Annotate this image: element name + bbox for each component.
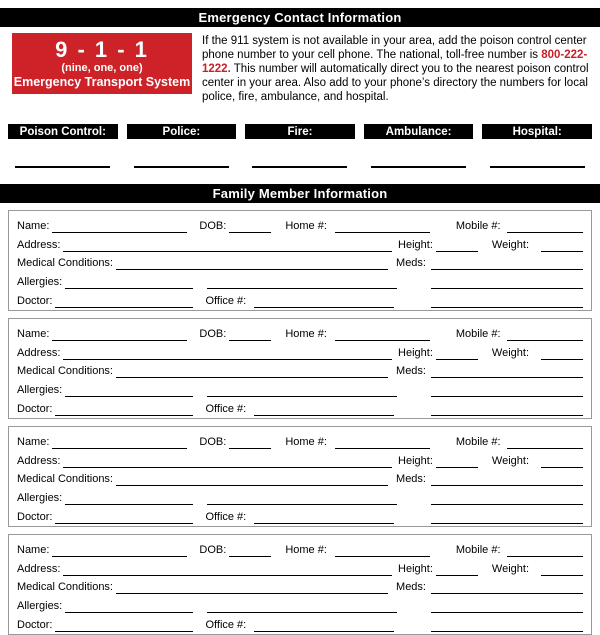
medical-conditions-blank-line [116, 473, 388, 486]
member-row-doctor [17, 615, 583, 632]
emergency-contact-blank-line [252, 166, 347, 168]
office-phone-label: Office #: [205, 403, 247, 416]
emergency-contact-label: Police: [127, 124, 237, 139]
doctor-blank-line [55, 511, 193, 524]
medical-conditions-blank-line [116, 365, 388, 378]
emergency-contact-blank-line [490, 166, 585, 168]
poison-control-phone-number: 800-222-1222. [202, 49, 588, 75]
height-label: Height: [398, 562, 433, 575]
name-blank-line [52, 436, 187, 449]
mobile-phone-label: Mobile #: [455, 219, 501, 232]
weight-blank-line [541, 563, 583, 576]
home-phone-label: Home #: [285, 327, 327, 340]
allergies-continuation-line [207, 600, 397, 613]
emergency-contact-line-cell [245, 166, 355, 168]
allergies-blank-line [65, 384, 193, 397]
meds-continuation-line-1 [431, 384, 583, 397]
mobile-phone-label: Mobile #: [455, 327, 501, 340]
member-row-address [17, 343, 583, 360]
name-blank-line [52, 328, 187, 341]
911-caption: Emergency Transport System [13, 74, 191, 89]
911-red-box [12, 33, 192, 94]
weight-label: Weight: [491, 562, 529, 575]
member-row-name [17, 324, 583, 341]
member-row-allergies [17, 596, 583, 613]
doctor-label: Doctor: [17, 295, 53, 308]
dob-label: DOB: [199, 327, 227, 340]
allergies-label: Allergies: [17, 600, 63, 613]
family-members-list [8, 210, 592, 635]
meds-continuation-line-2 [431, 403, 583, 416]
member-row-doctor [17, 507, 583, 524]
mobile-phone-blank-line [507, 544, 583, 557]
address-label: Address: [17, 346, 61, 359]
dob-blank-line [229, 220, 271, 233]
address-blank-line [63, 239, 392, 252]
height-blank-line [436, 347, 478, 360]
meds-continuation-line-2 [431, 619, 583, 632]
address-blank-line [63, 455, 392, 468]
meds-label: Meds: [396, 365, 426, 378]
height-label: Height: [398, 238, 433, 251]
medical-conditions-blank-line [116, 581, 388, 594]
weight-blank-line [541, 455, 583, 468]
dob-blank-line [229, 328, 271, 341]
mobile-phone-label: Mobile #: [455, 543, 501, 556]
medical-conditions-blank-line [116, 257, 388, 270]
allergies-label: Allergies: [17, 492, 63, 505]
name-label: Name: [17, 435, 50, 448]
allergies-continuation-line [207, 384, 397, 397]
allergies-continuation-line [207, 276, 397, 289]
weight-blank-line [541, 347, 583, 360]
dob-blank-line [229, 544, 271, 557]
meds-label: Meds: [396, 257, 426, 270]
doctor-label: Doctor: [17, 403, 53, 416]
medical-conditions-label: Medical Conditions: [17, 473, 113, 486]
height-blank-line [436, 563, 478, 576]
intro-text-before: If the 911 system is not available in your area, add the poison control center phone number to your cell phone. The national, toll-free number is [202, 35, 587, 61]
family-section-title-bar [0, 184, 600, 203]
dob-blank-line [229, 436, 271, 449]
home-phone-blank-line [335, 328, 430, 341]
emergency-contact-line-cell [127, 166, 237, 168]
meds-blank-line [431, 581, 583, 594]
medical-conditions-label: Medical Conditions: [17, 581, 113, 594]
meds-blank-line [431, 473, 583, 486]
member-row-address [17, 559, 583, 576]
member-row-medical [17, 361, 583, 378]
member-row-allergies [17, 272, 583, 289]
family-member-card [8, 426, 592, 527]
office-phone-blank-line [254, 295, 394, 308]
home-phone-blank-line [335, 436, 430, 449]
address-blank-line [63, 563, 392, 576]
name-blank-line [52, 544, 187, 557]
name-label: Name: [17, 219, 50, 232]
mobile-phone-blank-line [507, 220, 583, 233]
member-row-allergies [17, 380, 583, 397]
mobile-phone-blank-line [507, 436, 583, 449]
name-label: Name: [17, 327, 50, 340]
member-row-address [17, 235, 583, 252]
office-phone-blank-line [254, 619, 394, 632]
office-phone-label: Office #: [205, 511, 247, 524]
family-section-title: Family Member Information [212, 186, 388, 201]
member-row-medical [17, 469, 583, 486]
medical-conditions-label: Medical Conditions: [17, 257, 113, 270]
meds-label: Meds: [396, 581, 426, 594]
meds-continuation-line-1 [431, 600, 583, 613]
address-blank-line [63, 347, 392, 360]
name-blank-line [52, 220, 187, 233]
allergies-blank-line [65, 600, 193, 613]
family-member-card [8, 318, 592, 419]
member-row-medical [17, 253, 583, 270]
family-member-card [8, 210, 592, 311]
meds-label: Meds: [396, 473, 426, 486]
dob-label: DOB: [199, 219, 227, 232]
emergency-contact-label: Poison Control: [8, 124, 118, 139]
address-label: Address: [17, 562, 61, 575]
emergency-contact-label: Ambulance: [364, 124, 474, 139]
emergency-contact-blank-lines-row [8, 139, 592, 168]
doctor-blank-line [55, 619, 193, 632]
meds-continuation-line-2 [431, 295, 583, 308]
office-phone-label: Office #: [205, 619, 247, 632]
home-phone-blank-line [335, 544, 430, 557]
height-label: Height: [398, 454, 433, 467]
office-phone-label: Office #: [205, 295, 247, 308]
weight-label: Weight: [491, 346, 529, 359]
name-label: Name: [17, 543, 50, 556]
member-row-doctor [17, 399, 583, 416]
doctor-label: Doctor: [17, 511, 53, 524]
height-blank-line [436, 455, 478, 468]
doctor-blank-line [55, 295, 193, 308]
intro-paragraph [202, 33, 590, 104]
emergency-contact-line-cell [482, 166, 592, 168]
doctor-blank-line [55, 403, 193, 416]
address-label: Address: [17, 454, 61, 467]
911-words: (nine, one, one) [61, 61, 143, 74]
911-number: 9 - 1 - 1 [55, 36, 149, 62]
medical-conditions-label: Medical Conditions: [17, 365, 113, 378]
office-phone-blank-line [254, 511, 394, 524]
meds-blank-line [431, 257, 583, 270]
weight-blank-line [541, 239, 583, 252]
member-row-doctor [17, 291, 583, 308]
weight-label: Weight: [491, 238, 529, 251]
weight-label: Weight: [491, 454, 529, 467]
home-phone-label: Home #: [285, 219, 327, 232]
mobile-phone-blank-line [507, 328, 583, 341]
mobile-phone-label: Mobile #: [455, 435, 501, 448]
member-row-medical [17, 577, 583, 594]
allergies-label: Allergies: [17, 384, 63, 397]
member-row-allergies [17, 488, 583, 505]
home-phone-blank-line [335, 220, 430, 233]
allergies-blank-line [65, 492, 193, 505]
height-label: Height: [398, 346, 433, 359]
meds-continuation-line-1 [431, 492, 583, 505]
emergency-contact-label: Fire: [245, 124, 355, 139]
member-row-address [17, 451, 583, 468]
family-member-card [8, 534, 592, 635]
emergency-contact-line-cell [8, 166, 118, 168]
member-row-name [17, 540, 583, 557]
emergency-contact-blank-line [371, 166, 466, 168]
dob-label: DOB: [199, 543, 227, 556]
allergies-label: Allergies: [17, 276, 63, 289]
allergies-blank-line [65, 276, 193, 289]
page-title-bar [0, 8, 600, 27]
member-row-name [17, 432, 583, 449]
meds-continuation-line-2 [431, 511, 583, 524]
emergency-contact-blank-line [134, 166, 229, 168]
meds-continuation-line-1 [431, 276, 583, 289]
page-title: Emergency Contact Information [198, 10, 402, 25]
home-phone-label: Home #: [285, 435, 327, 448]
member-row-name [17, 216, 583, 233]
office-phone-blank-line [254, 403, 394, 416]
intro-section [12, 33, 590, 104]
emergency-contact-label: Hospital: [482, 124, 592, 139]
home-phone-label: Home #: [285, 543, 327, 556]
emergency-contact-labels-row [8, 124, 592, 139]
intro-text-after: This number will automatically direct you to the nearest poison control center in your area. Also add to your phone’s directory the numbers for local police, fire, ambulance, and hospital. [202, 63, 589, 103]
meds-blank-line [431, 365, 583, 378]
doctor-label: Doctor: [17, 619, 53, 632]
address-label: Address: [17, 238, 61, 251]
allergies-continuation-line [207, 492, 397, 505]
dob-label: DOB: [199, 435, 227, 448]
height-blank-line [436, 239, 478, 252]
emergency-contact-blank-line [15, 166, 110, 168]
emergency-contact-line-cell [364, 166, 474, 168]
